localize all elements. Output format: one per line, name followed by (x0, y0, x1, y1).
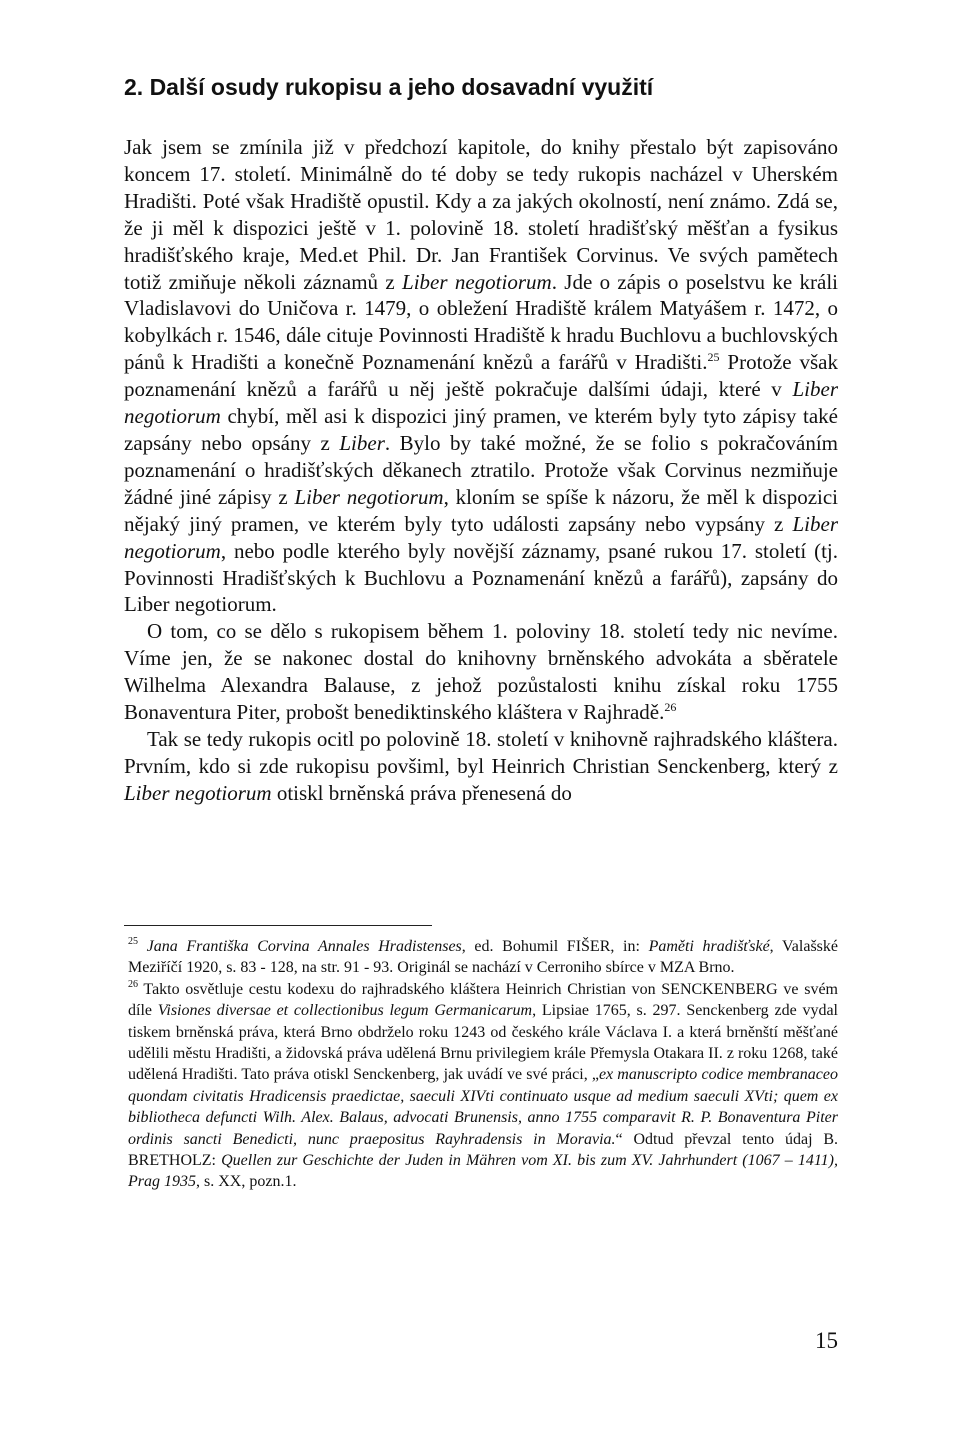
italic-title: Liber (339, 430, 385, 455)
text-run: “ Odtud převzal tento údaj B. BRETHOLZ: (128, 1130, 839, 1170)
footnote-26 (124, 979, 838, 1193)
text-run: , kloním se spíše k názoru, že měl k dispozici nějaký jiný pramen, ve kterém byly tyto události zapsány nebo vypsány z (124, 484, 838, 536)
text-run: Jak jsem se zmínila již v předchozí kapitole, do knihy přestalo být zapisováno koncem 17. století. Minimálně do té doby se tedy rukopis nacházel v Uherském Hradišti. Poté však Hradiště opustil. Kdy a za jakých okolností, není známo. Zdá se, že ji měl k dispozici ještě v 1. polovině 18. století hradišťský měšťan a fysikus hradišťského kraje, Med.et Phil. Dr. Jan František Corvinus. Ve svých pamětech totiž zmiňuje několi záznamů z (124, 135, 838, 294)
italic-title: Paměti hradišťské (648, 938, 770, 955)
italic-title: Liber negotiorum (124, 780, 272, 805)
paragraph-3 (124, 726, 838, 807)
page-number: 15 (815, 1328, 838, 1353)
footnote-reference[interactable]: 26 (664, 700, 677, 715)
footnote-25 (124, 936, 838, 979)
text-run: , ed. Bohumil FIŠER, in: (461, 938, 649, 955)
footnote-mark: 26 (128, 978, 138, 990)
text-run: O tom, co se dělo s rukopisem během 1. poloviny 18. století tedy nic nevíme. Víme jen, že se nakonec dostal do knihovny brněnského advokáta a sběratele Wilhelma Alexandra Balause, z jehož pozůstalosti knihu získal roku 1755 Bonaventura Piter, probošt benediktinského kláštera v Rajhradě. (124, 619, 838, 725)
text-run: chybí, měl asi k dispozici jiný pramen, ve kterém byly tyto zápisy také zapsány nebo opsány z (124, 404, 838, 455)
footnotes (124, 936, 838, 1193)
text-run: , Valašské Meziříčí 1920, s. 83 - 128, na str. 91 - 93. Originál se nachází v Cerroniho sbírce v MZA Brno. (128, 938, 839, 977)
text-run: , nebo podle kterého byly novější záznamy, psané rukou 17. století (tj. Povinnosti Hradišťských k Buchlovu a Poznamenání knězů a farářů), zapsány do Liber negotiorum. (124, 538, 838, 617)
body-text (124, 134, 838, 807)
italic-title: Visiones diversae et collectionibus legum Germanicarum (157, 1002, 533, 1020)
footnote-mark: 25 (128, 936, 138, 947)
italic-title: Liber negotiorum (294, 484, 444, 509)
italic-title: Liber negotiorum (124, 377, 838, 429)
text-run: Tak se tedy rukopis ocitl po polovině 18. století v knihovně rajhradského kláštera. Prvním, kdo si zde rukopisu povšiml, byl Heinrich Christian Senckenberg, který z (124, 726, 838, 778)
text-run: Takto osvětluje cestu kodexu do rajhradského kláštera Heinrich Christian von SENCKENBERG ve svém díle (128, 980, 838, 1020)
text-run: . Bylo by také možné, že se folio s pokračováním poznamenání o hradišťských děkanech ztratilo. Protože však Corvinus nezmiňuje žádné jiné zápisy z (124, 430, 838, 509)
italic-title: Liber negotiorum (402, 269, 552, 294)
text-run: , Lipsiae 1765, s. 297. Senckenberg zde vydal tiskem brněnská práva, která Brno obdrželo roku 1243 od českého krále Václava I. a která brněnští měšťané udělili městu Hradišti, a židovská práva udělená Brnu privilegiem krále Přemysla Otakara II. z roku 1268, také udělená Hradišti. Tato práva otiskl Senckenberg, jak uvádí ve své práci, „ (128, 1002, 839, 1084)
footnote-divider (124, 925, 432, 926)
italic-quote: ex manuscripto codice membranaceo quondam civitatis Hradicensis praedictae, saeculi XIVti continuato usque ad medium saeculi XVti; quem ex bibliotheca defuncti Wilh. Alex. Balaus, advocati Brunensis, anno 1755 comparavit R. P. Bonaventura Piter ordinis sancti Benedicti, nunc praepositus Rayhradensis in Moravia. (128, 1066, 839, 1148)
footnote-reference[interactable]: 25 (707, 350, 720, 365)
paragraph-1 (124, 134, 838, 618)
italic-title: Quellen zur Geschichte der Juden in Mähren vom XI. bis zum XV. Jahrhundert (1067 – 1411), Prag 1935 (128, 1152, 838, 1191)
italic-title: Liber negotiorum (124, 511, 838, 563)
text-run: , s. XX, pozn.1. (196, 1173, 297, 1191)
text-run: Protože však poznamenání knězů a farářů u něj ještě pokračuje dalšími údaji, které v (124, 350, 838, 402)
italic-title: Jana Františka Corvina Annales Hradistenses (146, 938, 462, 955)
text-run: otiskl brněnská práva přenesená do (271, 780, 572, 805)
section-heading: 2. Další osudy rukopisu a jeho dosavadní využití (124, 74, 654, 100)
paragraph-2 (124, 618, 838, 726)
text-run: . Jde o zápis o poselstvu ke králi Vladislavovi do Uničova r. 1479, o obležení Hradiště králem Matyášem r. 1472, o kobylkách r. 1546, dále cituje Povinnosti Hradiště k hradu Buchlovu a buchlovských pánů k Hradišti a konečně Poznamenání knězů a farářů v Hradišti. (124, 269, 839, 375)
